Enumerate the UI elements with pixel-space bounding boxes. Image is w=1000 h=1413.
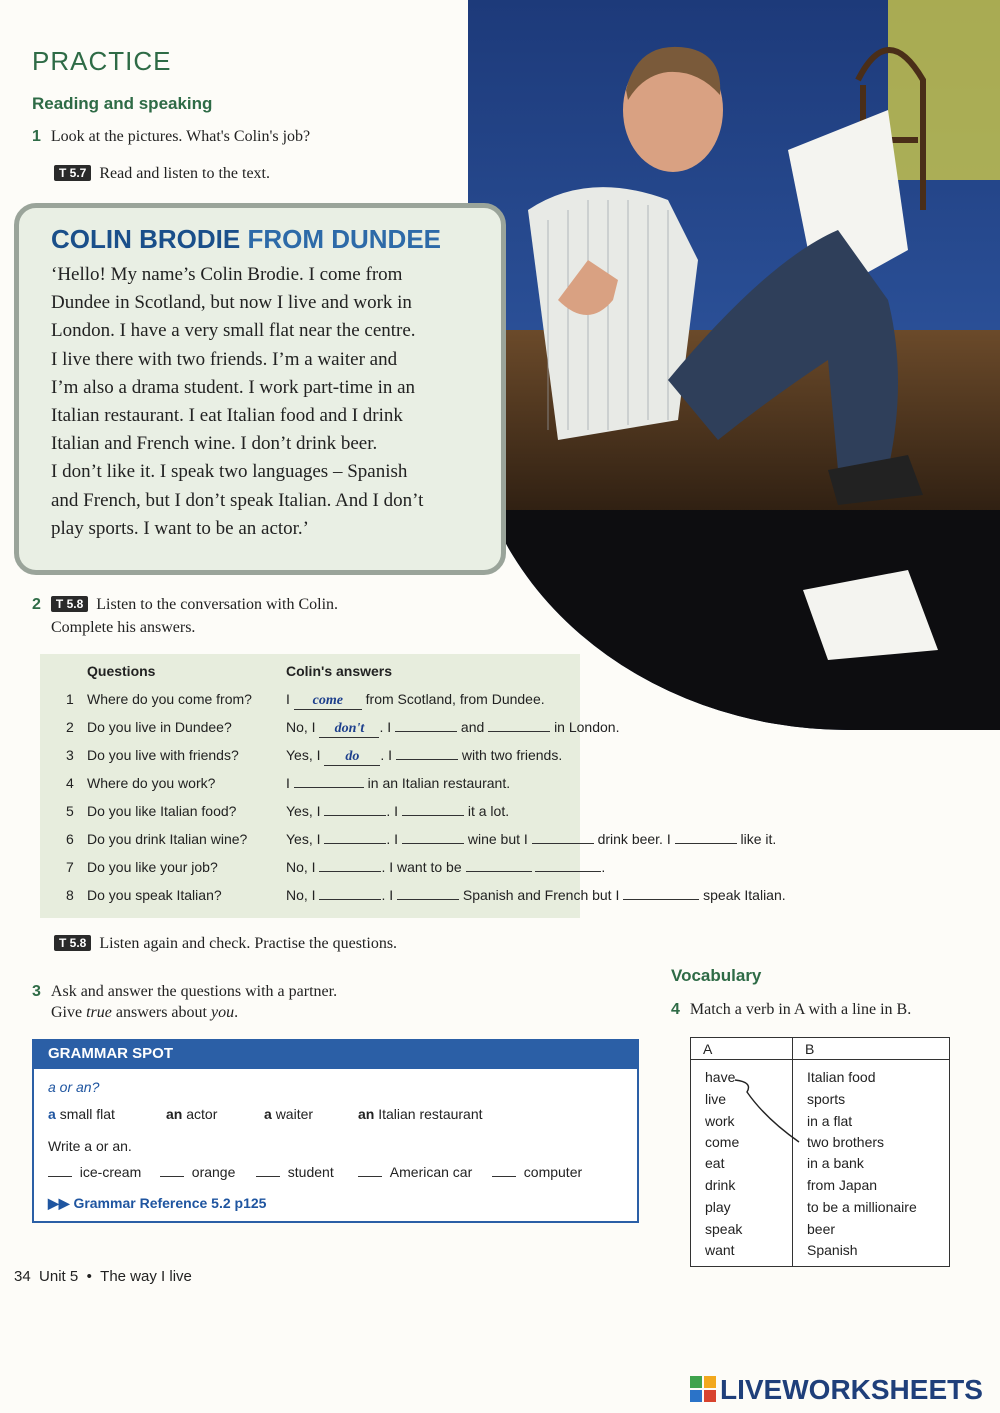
answer-text: and	[460, 719, 485, 735]
answer-text: I	[286, 691, 290, 707]
reading-heading: Reading and speaking	[32, 94, 213, 113]
verb-item[interactable]: live	[705, 1091, 727, 1107]
exercise-3-line2	[51, 1004, 238, 1022]
separator: •	[86, 1268, 92, 1285]
unit-label: Unit 5	[39, 1268, 79, 1285]
question-text: Do you drink Italian wine?	[87, 831, 248, 847]
reading-line: I’m also a drama student. I work part-time in an	[51, 376, 416, 398]
section-title: PRACTICE	[32, 46, 172, 76]
question-text: Do you like your job?	[87, 859, 218, 875]
answer-text: No, I	[286, 887, 316, 903]
answer-blank[interactable]: don't	[319, 721, 379, 738]
article: a	[48, 1106, 56, 1122]
track-instruction-2	[54, 935, 397, 953]
verb-item[interactable]: come	[705, 1134, 740, 1150]
exercise-text: Listen to the conversation with Colin.	[96, 596, 339, 613]
question-text: Do you live in Dundee?	[87, 719, 232, 735]
answer-blank[interactable]	[532, 843, 594, 844]
exercise-text: Look at the pictures. What's Colin's job?	[50, 128, 311, 145]
reading-paragraph	[51, 261, 481, 543]
answer-blank[interactable]	[492, 1176, 516, 1177]
answer-text: No, I	[286, 859, 316, 875]
grammar-example	[264, 1106, 313, 1122]
answer-text: Yes, I	[286, 831, 321, 847]
text: Give	[51, 1004, 87, 1021]
exercise-1	[32, 128, 310, 146]
exercise-4	[671, 1001, 911, 1019]
row-number: 3	[66, 747, 74, 763]
answer-blank[interactable]	[358, 1176, 382, 1177]
exercise-text: Match a verb in A with a line in B.	[689, 1001, 912, 1018]
phrase-item[interactable]: in a flat	[807, 1113, 853, 1129]
answer-text: . I	[381, 887, 394, 903]
track-instruction	[54, 165, 270, 183]
grammar-instruction: Write a or an.	[48, 1138, 132, 1154]
answer-text: Spanish and French but I	[462, 887, 620, 903]
answer-text: from Scotland, from Dundee.	[365, 691, 545, 707]
answer-text: . I	[386, 803, 399, 819]
item-text: American car	[389, 1164, 473, 1180]
exercise-2-line2: Complete his answers.	[51, 619, 196, 636]
grammar-spot-box	[32, 1039, 639, 1223]
noun: Italian restaurant	[378, 1106, 483, 1122]
text: .	[234, 1004, 239, 1021]
answer	[286, 831, 776, 847]
audio-track-badge[interactable]: T 5.8	[54, 935, 91, 951]
answer-text: .	[601, 859, 606, 875]
answer-text: like it.	[740, 831, 777, 847]
grammar-item	[492, 1164, 582, 1180]
grammar-reference-link[interactable]	[48, 1195, 266, 1212]
verb-item[interactable]: eat	[705, 1155, 725, 1171]
grammar-question: a or an?	[48, 1079, 100, 1095]
reading-line: Dundee in Scotland, but now I live and work in	[51, 292, 412, 314]
answer	[286, 803, 509, 819]
page-number: 34	[14, 1268, 31, 1285]
verb-item[interactable]: want	[705, 1242, 735, 1258]
answer-blank[interactable]	[466, 871, 532, 872]
verb-item[interactable]: play	[705, 1199, 731, 1215]
verb-item[interactable]: work	[705, 1113, 735, 1129]
answer-text: . I want to be	[381, 859, 462, 875]
reading-line: Italian restaurant. I eat Italian food and I drink	[51, 405, 403, 427]
answer-blank[interactable]	[623, 899, 699, 900]
noun: small flat	[59, 1106, 115, 1122]
answer-blank[interactable]	[402, 815, 464, 816]
match-line	[691, 1038, 951, 1268]
row-number: 4	[66, 775, 74, 791]
exercise-number: 3	[32, 983, 41, 1000]
answer-text: it a lot.	[467, 803, 510, 819]
answer-blank[interactable]	[395, 731, 457, 732]
answer-blank[interactable]: come	[294, 693, 362, 710]
exercise-number: 1	[32, 128, 41, 145]
grammar-item	[48, 1164, 141, 1180]
answer-text: Yes, I	[286, 803, 321, 819]
question-text: Do you like Italian food?	[87, 803, 237, 819]
answer-blank[interactable]	[402, 843, 464, 844]
question-text: Do you speak Italian?	[87, 887, 222, 903]
answer	[286, 719, 619, 738]
exercise-number: 4	[671, 1001, 680, 1018]
answer-blank[interactable]	[319, 871, 381, 872]
answer-blank[interactable]	[397, 899, 459, 900]
exercise-2	[32, 596, 338, 614]
answer-text: with two friends.	[461, 747, 563, 763]
answer-blank[interactable]: do	[324, 749, 380, 766]
page-footer	[14, 1268, 192, 1285]
grammar-example	[48, 1106, 115, 1122]
answer	[286, 747, 562, 766]
answer-blank[interactable]	[488, 731, 550, 732]
article: an	[166, 1106, 183, 1122]
column-b-header: B	[793, 1038, 949, 1060]
answer-blank[interactable]	[319, 899, 381, 900]
phrase-item[interactable]: Spanish	[807, 1242, 858, 1258]
photo-colin-reading-script	[468, 0, 1000, 730]
column-a-header: A	[691, 1038, 792, 1060]
brand-text: LIVEWORKSHEETS	[720, 1374, 983, 1405]
reference-text: Grammar Reference 5.2 p125	[73, 1195, 267, 1211]
exercise-text: Ask and answer the questions with a partner.	[50, 983, 338, 1000]
phrase-item[interactable]: beer	[807, 1221, 836, 1237]
article: an	[358, 1106, 375, 1122]
phrase-item[interactable]: to be a millionaire	[807, 1199, 917, 1215]
reading-title-light: FROM DUNDEE	[247, 224, 442, 254]
row-number: 5	[66, 803, 74, 819]
answer-text: . I	[386, 831, 399, 847]
row-number: 8	[66, 887, 74, 903]
liveworksheets-logo-icon	[690, 1376, 716, 1402]
answer-blank[interactable]	[396, 759, 458, 760]
exercise-3	[32, 983, 337, 1001]
noun: actor	[186, 1106, 218, 1122]
answer-text: in an Italian restaurant.	[367, 775, 511, 791]
grammar-spot-header: GRAMMAR SPOT	[34, 1041, 637, 1069]
row-number: 6	[66, 831, 74, 847]
answer-text: Yes, I	[286, 747, 321, 763]
matching-table	[690, 1037, 950, 1267]
unit-title: The way I live	[100, 1268, 192, 1285]
answer	[286, 859, 605, 875]
answer-blank[interactable]	[256, 1176, 280, 1177]
answer-blank[interactable]	[160, 1176, 184, 1177]
reading-text-box	[14, 203, 506, 575]
liveworksheets-brand	[690, 1374, 983, 1406]
question-text: Where do you come from?	[87, 691, 252, 707]
row-number: 7	[66, 859, 74, 875]
article: a	[264, 1106, 272, 1122]
exercise-number: 2	[32, 596, 41, 613]
phrase-item[interactable]: sports	[807, 1091, 846, 1107]
grammar-item	[358, 1164, 472, 1180]
text-emphasis: true	[86, 1004, 112, 1021]
answer-text: speak Italian.	[703, 887, 786, 903]
track-text: Listen again and check. Practise the questions.	[99, 935, 398, 952]
reading-line: I don’t like it. I speak two languages – Spanish	[51, 461, 408, 483]
item-text: ice-cream	[79, 1164, 142, 1180]
row-number: 1	[66, 691, 74, 707]
answer-blank[interactable]	[48, 1176, 72, 1177]
question-text: Do you live with friends?	[87, 747, 239, 763]
reading-title-bold: COLIN BRODIE	[51, 224, 241, 254]
verb-item[interactable]: drink	[705, 1177, 736, 1193]
double-arrow-icon: ▶▶	[48, 1195, 70, 1211]
audio-track-badge[interactable]: T 5.7	[54, 165, 91, 181]
question-text: Where do you work?	[87, 775, 216, 791]
phrase-item[interactable]: Italian food	[807, 1069, 876, 1085]
answer-blank[interactable]	[294, 787, 364, 788]
answer	[286, 887, 786, 903]
reading-line: play sports. I want to be an actor.’	[51, 517, 310, 539]
item-text: orange	[191, 1164, 236, 1180]
col-answers: Colin's answers	[286, 663, 393, 679]
answer-blank[interactable]	[324, 815, 386, 816]
noun: waiter	[275, 1106, 314, 1122]
grammar-item	[256, 1164, 334, 1180]
answer-text: wine but I	[467, 831, 528, 847]
answer-text: I	[286, 775, 290, 791]
questions-table	[60, 660, 820, 920]
text-emphasis: you	[210, 1004, 235, 1021]
answer-blank[interactable]	[675, 843, 737, 844]
verb-item[interactable]: speak	[705, 1221, 743, 1237]
reading-line: and French, but I don’t speak Italian. And I don’t	[51, 489, 424, 511]
photo-illustration	[468, 0, 1000, 730]
answer-text: drink beer. I	[597, 831, 671, 847]
answer	[286, 775, 510, 791]
answer-text: in London.	[554, 719, 620, 735]
audio-track-badge[interactable]: T 5.8	[51, 596, 88, 612]
phrase-item[interactable]: from Japan	[807, 1177, 878, 1193]
row-number: 2	[66, 719, 74, 735]
grammar-example	[358, 1106, 483, 1122]
reading-line: ‘Hello! My name’s Colin Brodie. I come from	[51, 264, 403, 285]
reading-line: I live there with two friends. I’m a waiter and	[51, 348, 398, 370]
grammar-item	[160, 1164, 235, 1180]
phrase-item[interactable]: in a bank	[807, 1155, 864, 1171]
text: answers about	[111, 1004, 211, 1021]
answer-blank[interactable]	[324, 843, 386, 844]
answer-blank[interactable]	[535, 871, 601, 872]
reading-line: Italian and French wine. I don’t drink beer.	[51, 433, 378, 455]
answer-text: . I	[379, 719, 392, 735]
answer-text: No, I	[286, 719, 316, 735]
answer	[286, 691, 545, 710]
phrase-item[interactable]: two brothers	[807, 1134, 885, 1150]
reading-line: London. I have a very small flat near the centre.	[51, 320, 416, 342]
grammar-example	[166, 1106, 217, 1122]
answer-text: . I	[380, 747, 393, 763]
vocabulary-heading: Vocabulary	[671, 966, 762, 985]
col-questions: Questions	[87, 663, 156, 679]
item-text: computer	[523, 1164, 583, 1180]
verb-item[interactable]: have	[705, 1069, 736, 1085]
item-text: student	[287, 1164, 334, 1180]
reading-title	[51, 224, 481, 255]
track-text: Read and listen to the text.	[99, 165, 270, 182]
